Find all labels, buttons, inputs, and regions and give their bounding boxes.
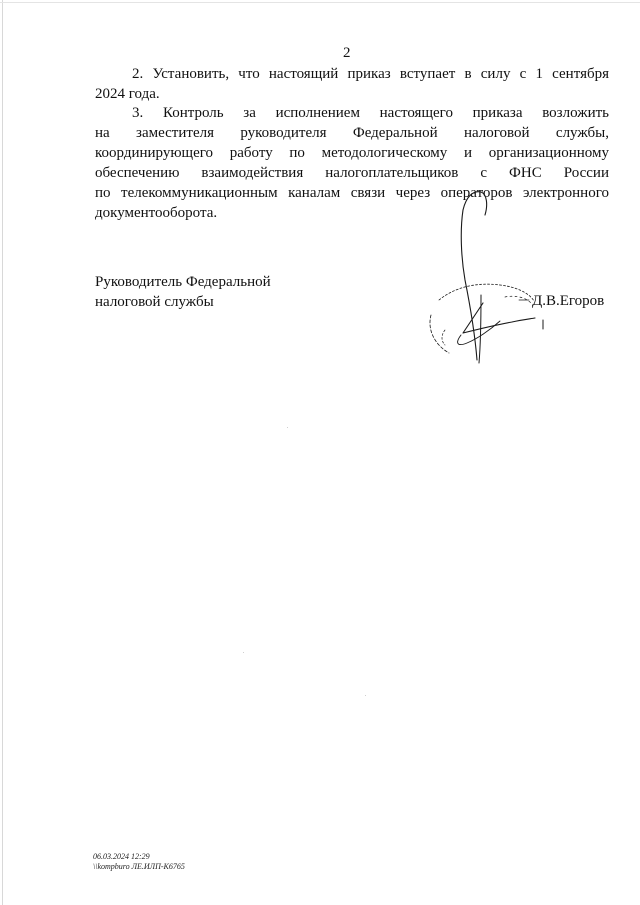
signatory-title-line: Руководитель Федеральной (95, 274, 271, 290)
scan-speck (365, 695, 366, 696)
paragraph-line: на заместителя руководителя Федеральной налоговой службы, (95, 125, 609, 141)
paragraph-line: документооборота. (95, 205, 218, 221)
page-number: 2 (343, 45, 351, 61)
page-edge-left (2, 0, 3, 905)
document-footer (93, 852, 185, 872)
signatory-name: Д.В.Егоров (532, 293, 605, 309)
paragraph-line: 2. Установить, что настоящий приказ вступает в силу с 1 сентября (132, 66, 609, 82)
paragraph-line: координирующего работу по методологическому и организационному (95, 145, 609, 161)
signatory-title-line: налоговой службы (95, 294, 214, 310)
handwritten-signature (415, 185, 565, 370)
paragraph-line: обеспечению взаимодействия налогоплательщиков с ФНС России (95, 165, 609, 181)
paragraph-line: по телекоммуникационным каналам связи через операторов электронного (95, 185, 609, 201)
paragraph-effective-date (95, 64, 609, 104)
footer-file-path: \\kompburo ЛЕ.ИЛП-К6765 (93, 862, 185, 871)
paragraph-line: 3. Контроль за исполнением настоящего приказа возложить (132, 105, 609, 121)
paragraph-line: 2024 года. (95, 86, 160, 102)
footer-timestamp: 06.03.2024 12:29 (93, 852, 150, 861)
page-edge-top (0, 2, 640, 3)
scan-speck (287, 427, 288, 428)
scan-speck (243, 652, 244, 653)
signatory-title (95, 272, 271, 312)
